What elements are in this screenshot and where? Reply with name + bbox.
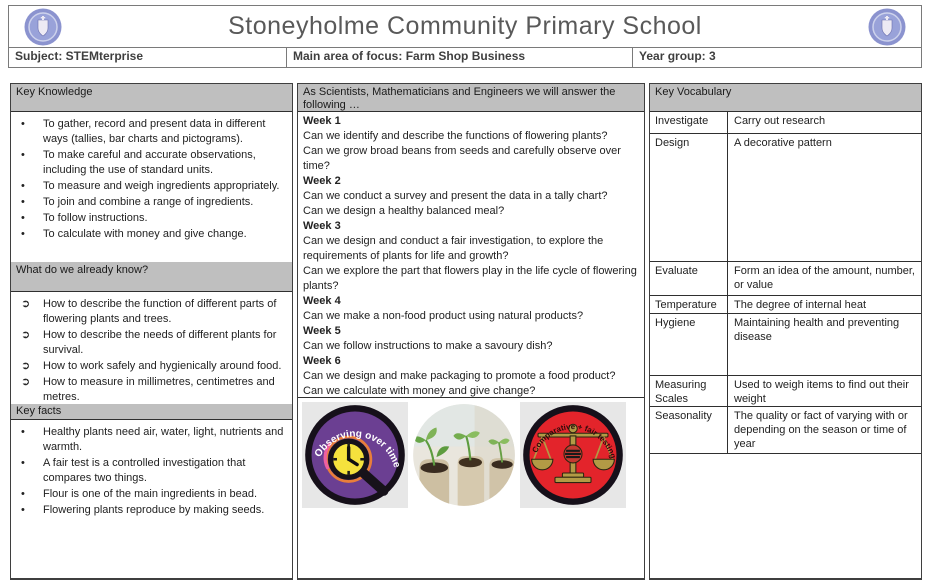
seedlings-photo [411,402,517,508]
week-question: Can we explore the part that flowers play in the life cycle of flowering plants? [303,265,637,292]
school-crest-icon [867,7,907,47]
list-item: ➲ How to describe the needs of different plants for survival. [17,328,288,358]
year-group-label: Year group: 3 [639,49,716,63]
svg-text:Observing over time: Observing over time [312,428,403,470]
bullet-icon: • [21,504,25,516]
vocab-definition: Carry out research [734,115,826,127]
header [8,5,922,68]
list-item: • Healthy plants need air, water, light, nutrients and warmth. [17,425,288,455]
list-item: • To gather, record and present data in different ways (tallies, bar charts and pictograms). [17,117,288,147]
week-question: Can we design and conduct a fair investigation, to explore the requirements of plants for life and growth? [303,235,604,262]
seedlings-photo-image [411,402,517,508]
key-facts-header: Key facts [11,404,292,420]
svg-text:Comparative + fair testing: Comparative + fair testing [530,422,618,460]
arrow-bullet-icon: ➲ [21,329,31,341]
week-label: Week 3 [303,220,341,232]
focus-label: Main area of focus: Farm Shop Business [287,48,633,67]
school-logo-right [853,7,921,47]
week-question: Can we grow broad beans from seeds and carefully observe over time? [303,145,621,172]
vocab-word: Design [650,134,728,261]
bullet-icon: • [21,457,25,469]
school-crest-icon [23,7,63,47]
week-label: Week 2 [303,175,341,187]
vocab-word: Evaluate [650,262,728,295]
vocab-definition: The quality or fact of varying with or depending on the season or time of year [734,410,908,450]
week-question: Can we follow instructions to make a savoury dish? [303,340,553,352]
questions-header: As Scientists, Mathematicians and Engineers we will answer the following … [298,84,644,112]
list-item: • To calculate with money and give change. [17,227,288,242]
vocab-definition: Used to weigh items to find out their weight [734,379,909,405]
header-title-row [9,6,921,48]
bullet-icon: • [21,180,25,192]
vocab-row [650,407,921,454]
vocab-row [650,296,921,314]
list-item: ➲ How to describe the function of different parts of flowering plants and trees. [17,297,288,327]
page-title: Stoneyholme Community Primary School [228,12,702,40]
list-item: • Flour is one of the main ingredients in bead. [17,487,288,502]
list-item: ➲ How to work safely and hygienically around food. [17,359,288,374]
vocab-word: Measuring Scales [650,376,728,406]
vocab-row [650,376,921,407]
week-label: Week 1 [303,115,341,127]
already-know-header: What do we already know? [11,262,292,292]
weekly-questions [298,112,644,398]
week-question: Can we make a non-food product using natural products? [303,310,584,322]
vocab-definition: Form an idea of the amount, number, or value [734,265,915,291]
already-know-list [11,292,292,404]
list-item: • A fair test is a controlled investigation that compares two things. [17,456,288,486]
arrow-bullet-icon: ➲ [21,360,31,372]
bullet-icon: • [21,228,25,240]
list-item: • To make careful and accurate observations, including the use of standard units. [17,148,288,178]
vocab-row [650,134,921,262]
key-facts-list [11,420,292,578]
vocab-word: Temperature [650,296,728,313]
vocab-definition: A decorative pattern [734,137,832,149]
arrow-bullet-icon: ➲ [21,298,31,310]
vocab-row [650,262,921,296]
list-item: • To join and combine a range of ingredients. [17,195,288,210]
vocab-row [650,112,921,134]
week-label: Week 4 [303,295,341,307]
vocab-word: Seasonality [650,407,728,453]
list-item: • To measure and weigh ingredients appropriately. [17,179,288,194]
weekly-questions-column [297,83,645,580]
week-question: Can we design and make packaging to promote a food product? [303,370,616,382]
bullet-icon: • [21,212,25,224]
subject-label: Subject: STEMterprise [9,48,287,67]
arrow-bullet-icon: ➲ [21,376,31,388]
vocabulary-header: Key Vocabulary [650,84,921,112]
key-knowledge-list [11,112,292,262]
images-row [298,398,644,578]
vocabulary-column [649,83,922,580]
week-label: Week 5 [303,325,341,337]
list-item: • To follow instructions. [17,211,288,226]
bullet-icon: • [21,149,25,161]
observing-over-time-icon [302,402,408,508]
bullet-icon: • [21,426,25,438]
school-logo-left [9,7,77,47]
week-question: Can we calculate with money and give change? [303,385,536,397]
week-question: Can we conduct a survey and present the data in a tally chart? [303,190,608,202]
vocab-definition: The degree of internal heat [734,299,867,311]
vocab-empty-cell [650,454,921,578]
week-question: Can we identify and describe the functions of flowering plants? [303,130,608,142]
observing-over-time-badge [302,402,408,508]
week-label: Week 6 [303,355,341,367]
bullet-icon: • [21,118,25,130]
week-question: Can we design a healthy balanced meal? [303,205,505,217]
bullet-icon: • [21,196,25,208]
list-item: ➲ How to measure in millimetres, centimetres and metres. [17,375,288,404]
header-info-row [9,48,921,67]
key-knowledge-column [10,83,293,580]
vocab-definition: Maintaining health and preventing disease [734,317,900,343]
comparative-fair-testing-badge [520,402,626,508]
list-item: • Flowering plants reproduce by making seeds. [17,503,288,518]
vocab-word: Hygiene [650,314,728,375]
vocab-row [650,314,921,376]
key-knowledge-header: Key Knowledge [11,84,292,112]
vocab-word: Investigate [650,112,728,133]
bullet-icon: • [21,488,25,500]
balance-scales-icon [520,402,626,508]
